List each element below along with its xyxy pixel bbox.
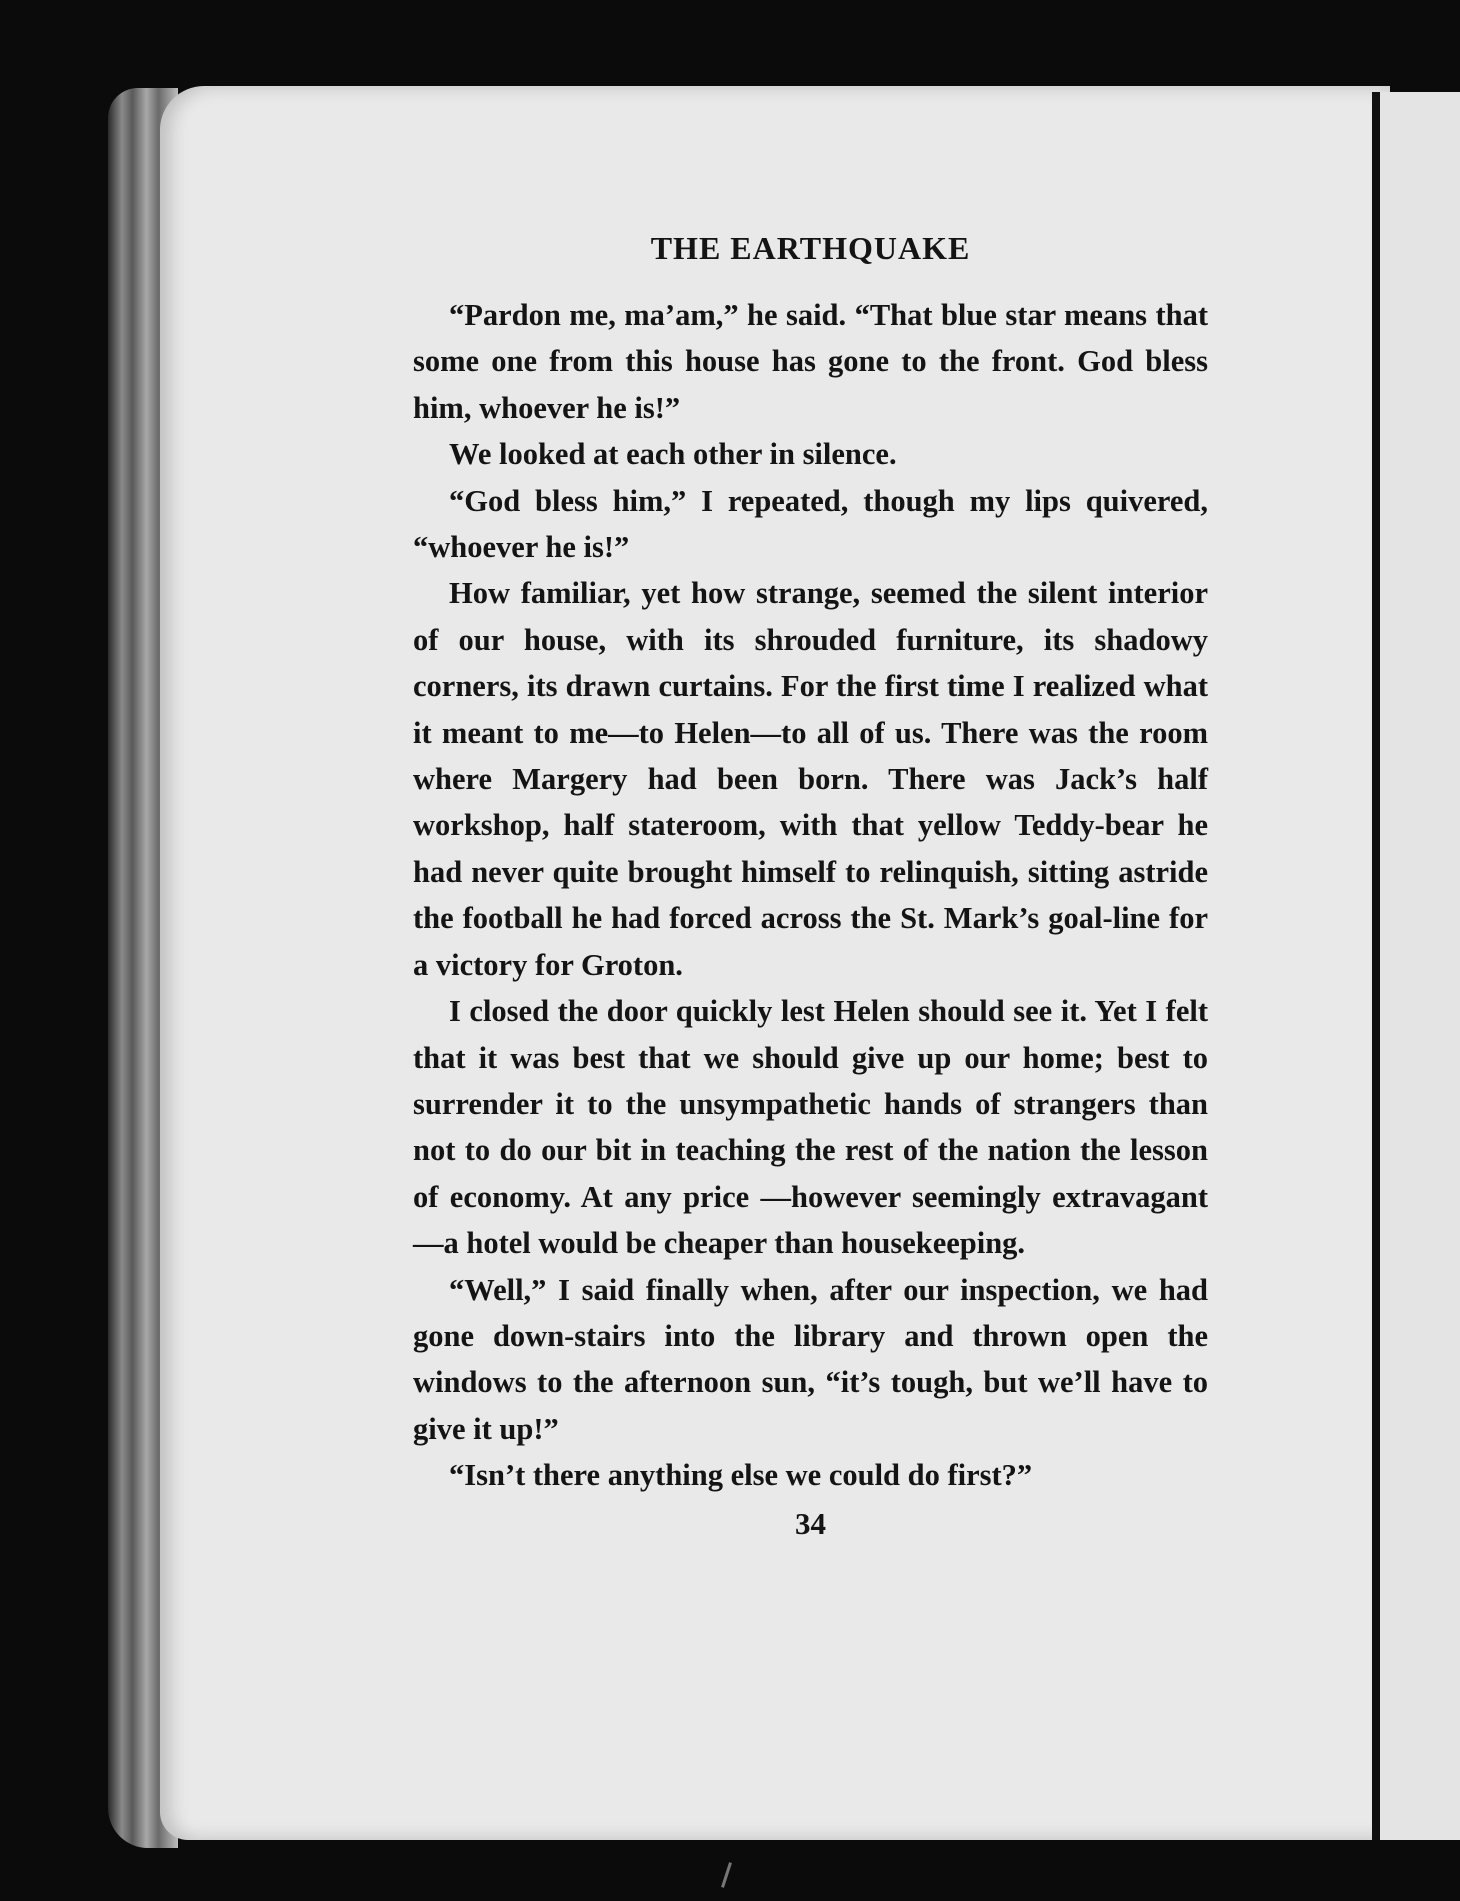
book-gutter [1372, 92, 1380, 1840]
facing-page-edge [1380, 92, 1460, 1840]
paragraph: “God bless him,” I repeated, though my lips quivered, “whoever he is!” [413, 483, 1208, 565]
text-block [413, 228, 1208, 1547]
paragraph: “Isn’t there anything else we could do first?” [449, 1458, 1033, 1493]
paragraph: How familiar, yet how strange, seemed the silent interior of our house, with its shrouded furniture, its shadowy corners, its drawn curtains. For the first time I realized what it meant to me—to Helen—to all of us. There was the room where Margery had been born. There was Jack’s half workshop, half stateroom, with that yellow Teddy-bear he had never quite brought himself to relinquish, sitting astride the football he had forced across the St. Mark’s goal-line for a victory for Groton. [413, 576, 1208, 982]
paragraph: “Well,” I said finally when, after our inspection, we had gone down-stairs into the library and thrown open the windows to the afternoon sun, “it’s tough, but we’ll have to give it up!” [413, 1272, 1208, 1446]
paragraph: “Pardon me, ma’am,” he said. “That blue star means that some one from this house has gone to the front. God bless him, whoever he is!” [413, 298, 1208, 425]
scan-smudge [721, 1862, 732, 1888]
page-number: 34 [795, 1505, 826, 1541]
running-head: THE EARTHQUAKE [650, 230, 971, 266]
paragraph: We looked at each other in silence. [449, 437, 897, 472]
paragraph: I closed the door quickly lest Helen should see it. Yet I felt that it was best that we should give up our home; best to surrender it to the unsympathetic hands of strangers than not to do our bit in teaching the rest of the nation the lesson of economy. At any price —however seemingly extravagant—a hotel would be cheaper than housekeeping. [413, 994, 1208, 1261]
